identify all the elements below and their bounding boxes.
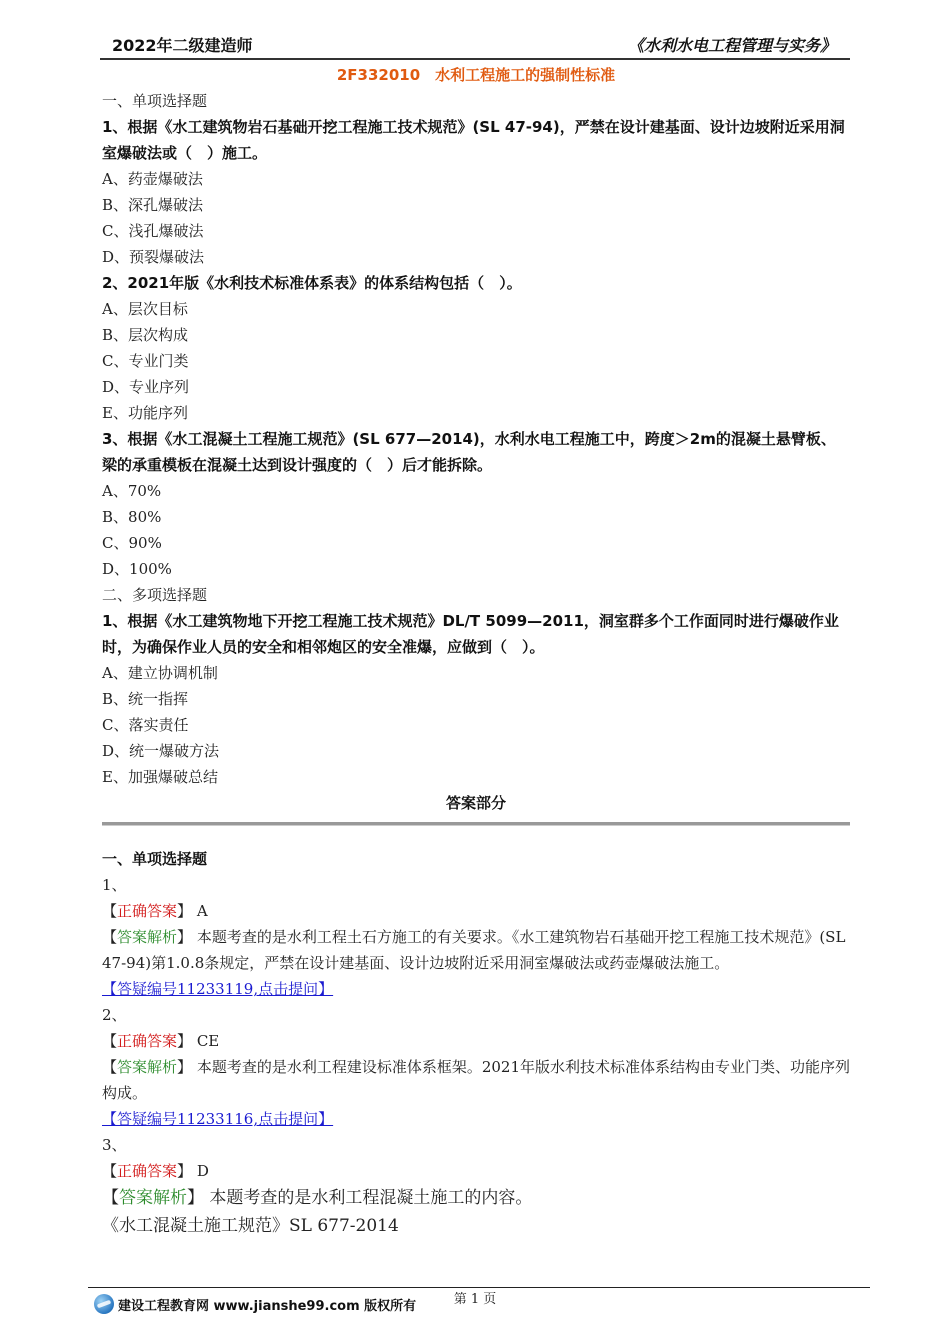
option: B、深孔爆破法 <box>102 196 204 214</box>
analysis-label: 答案解析 <box>117 928 178 946</box>
option: C、专业门类 <box>102 352 189 370</box>
option: D、统一爆破方法 <box>102 742 220 760</box>
analysis-extra: 《水工混凝土施工规范》SL 677-2014 <box>102 1216 399 1236</box>
question-stem: 2、2021年版《水利技术标准体系表》的体系结构包括（ ）。 <box>102 274 522 292</box>
page-header <box>100 30 850 56</box>
option: C、落实责任 <box>102 716 189 734</box>
analysis-row: 【答案解析】 本题考查的是水利工程建设标准体系框架。2021年版水利技术标准体系结构由专业门类、功能序列构成。 <box>102 1058 851 1102</box>
question-ask-link[interactable]: 【答疑编号11233116,点击提问】 <box>102 1110 334 1128</box>
globe-logo-icon <box>94 1294 114 1314</box>
option: A、层次目标 <box>102 300 188 318</box>
question-stem: 3、根据《水工混凝土工程施工规范》(SL 677—2014)，水利水电工程施工中，跨度＞2m的混凝土悬臂板、梁的承重模板在混凝土达到设计强度的（ ）后才能拆除。 <box>102 430 836 474</box>
correct-answer-row: 【正确答案】 A <box>102 902 208 920</box>
analysis-text: 本题考查的是水利工程土石方施工的有关要求。《水工建筑物岩石基础开挖工程施工技术规范》(SL 47-94)第1.0.8条规定，严禁在设计建基面、设计边坡附近采用洞室爆破法或药壶爆破法施工。 <box>102 928 846 972</box>
question-stem: 1、根据《水工建筑物地下开挖工程施工技术规范》DL/T 5099—2011，洞室群多个工作面同时进行爆破作业时，为确保作业人员的安全和相邻炮区的安全准爆，应做到（ ）。 <box>102 612 839 656</box>
document-body <box>102 62 850 1240</box>
analysis-row: 【答案解析】 本题考查的是水利工程混凝土施工的内容。 <box>102 1188 533 1208</box>
correct-answer-row: 【正确答案】 D <box>102 1162 209 1180</box>
analysis-row: 【答案解析】 本题考查的是水利工程土石方施工的有关要求。《水工建筑物岩石基础开挖工程施工技术规范》(SL 47-94)第1.0.8条规定，严禁在设计建基面、设计边坡附近采用洞室爆破法或药壶爆破法施工。 <box>102 928 846 972</box>
answer-number: 2、 <box>102 1006 127 1024</box>
correct-answer-label: 正确答案 <box>117 1032 178 1050</box>
analysis-text: 本题考查的是水利工程建设标准体系框架。2021年版水利技术标准体系结构由专业门类、功能序列构成。 <box>102 1058 851 1102</box>
option: C、90% <box>102 534 162 552</box>
section-multi-choice: 二、多项选择题 <box>102 586 208 604</box>
header-rule <box>100 58 850 60</box>
option: E、功能序列 <box>102 404 188 422</box>
analysis-text: 本题考查的是水利工程混凝土施工的内容。 <box>209 1188 533 1208</box>
question-ask-link[interactable]: 【答疑编号11233119,点击提问】 <box>102 980 334 998</box>
answers-section-title: 一、单项选择题 <box>102 850 208 868</box>
answer-number: 1、 <box>102 876 127 894</box>
correct-answer-label: 正确答案 <box>117 1162 178 1180</box>
option: A、70% <box>102 482 162 500</box>
section-single-choice: 一、单项选择题 <box>102 92 208 110</box>
footer-brand-text: 建设工程教育网 www.jianshe99.com 版权所有 <box>118 1298 417 1314</box>
option: B、统一指挥 <box>102 690 189 708</box>
question-stem: 1、根据《水工建筑物岩石基础开挖工程施工技术规范》(SL 47-94)，严禁在设计建基面、设计边坡附近采用洞室爆破法或（ ）施工。 <box>102 118 845 162</box>
answers-divider <box>102 822 850 826</box>
option: D、预裂爆破法 <box>102 248 205 266</box>
header-exam-title: 2022年二级建造师 <box>112 36 253 55</box>
correct-answer-row: 【正确答案】 CE <box>102 1032 220 1050</box>
option: B、层次构成 <box>102 326 189 344</box>
option: A、药壶爆破法 <box>102 170 203 188</box>
option: E、加强爆破总结 <box>102 768 218 786</box>
option: D、100% <box>102 560 172 578</box>
option: A、建立协调机制 <box>102 664 218 682</box>
option: B、80% <box>102 508 162 526</box>
page-number: 第 1 页 <box>453 1292 497 1307</box>
correct-answer-value: D <box>196 1162 209 1180</box>
analysis-label: 答案解析 <box>119 1188 187 1208</box>
correct-answer-value: CE <box>196 1032 220 1050</box>
answer-number: 3、 <box>102 1136 127 1154</box>
chapter-title: 2F332010 水利工程施工的强制性标准 <box>336 66 616 84</box>
answers-heading: 答案部分 <box>445 794 506 812</box>
option: D、专业序列 <box>102 378 190 396</box>
correct-answer-label: 正确答案 <box>117 902 178 920</box>
header-subject-title: 《水利水电工程管理与实务》 <box>627 36 836 55</box>
footer-brand <box>94 1294 416 1314</box>
correct-answer-value: A <box>196 902 208 920</box>
option: C、浅孔爆破法 <box>102 222 204 240</box>
analysis-label: 答案解析 <box>117 1058 178 1076</box>
